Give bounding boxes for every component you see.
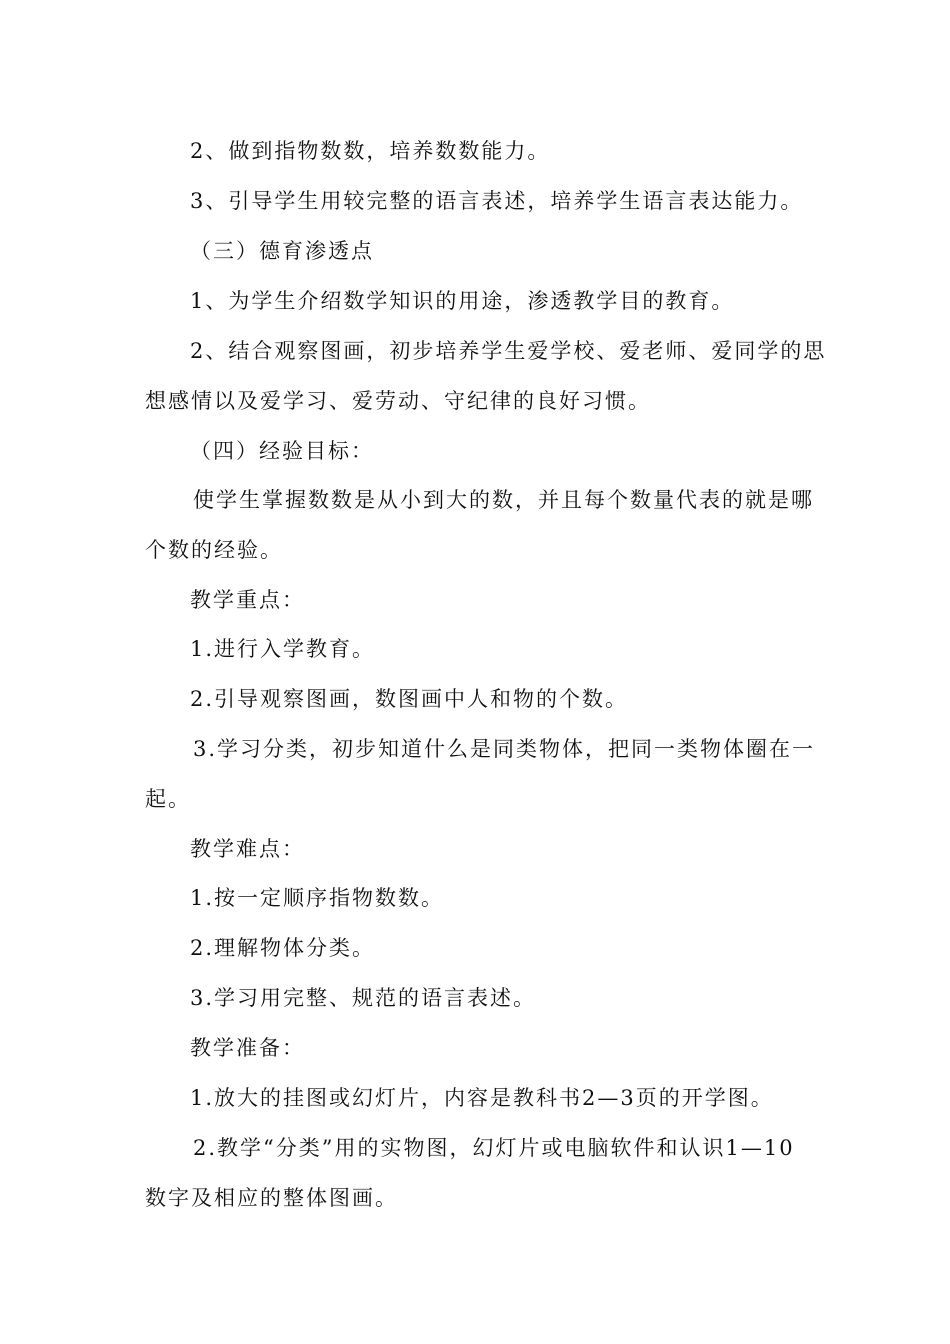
list-item: 3.学习用完整、规范的语言表述。: [190, 986, 537, 1010]
section-heading: （四）经验目标：: [190, 439, 374, 463]
list-item: 1.进行入学教育。: [190, 637, 376, 661]
text-line: 3、引导学生用较完整的语言表述，培养学生语言表达能力。: [190, 189, 804, 213]
list-item: 3.学习分类，初步知道什么是同类物体，把同一类物体圈在一: [193, 737, 816, 761]
text-line: 个数的经验。: [145, 538, 283, 562]
text-line: 起。: [145, 787, 191, 811]
text-line: 2、结合观察图画，初步培养学生爱学校、爱老师、爱同学的思: [190, 339, 827, 363]
section-heading: 教学难点：: [190, 837, 305, 861]
text-line: 数字及相应的整体图画。: [145, 1186, 398, 1210]
text-line: 2、做到指物数数，培养数数能力。: [190, 139, 551, 163]
text-line: 想感情以及爱学习、爱劳动、守纪律的良好习惯。: [145, 389, 651, 413]
list-item: 1.按一定顺序指物数数。: [190, 886, 445, 910]
section-heading: 教学准备：: [190, 1036, 305, 1060]
list-item: 2.教学“分类”用的实物图，幻灯片或电脑软件和认识1—10: [193, 1136, 795, 1160]
list-item: 2.理解物体分类。: [190, 936, 376, 960]
text-line: 1、为学生介绍数学知识的用途，渗透教学目的教育。: [190, 289, 735, 313]
list-item: 2.引导观察图画，数图画中人和物的个数。: [190, 687, 629, 711]
text-line: 使学生掌握数数是从小到大的数，并且每个数量代表的就是哪: [193, 488, 814, 512]
section-heading: （三）德育渗透点: [190, 239, 374, 263]
list-item: 1.放大的挂图或幻灯片，内容是教科书2—3页的开学图。: [190, 1086, 774, 1110]
section-heading: 教学重点：: [190, 588, 305, 612]
